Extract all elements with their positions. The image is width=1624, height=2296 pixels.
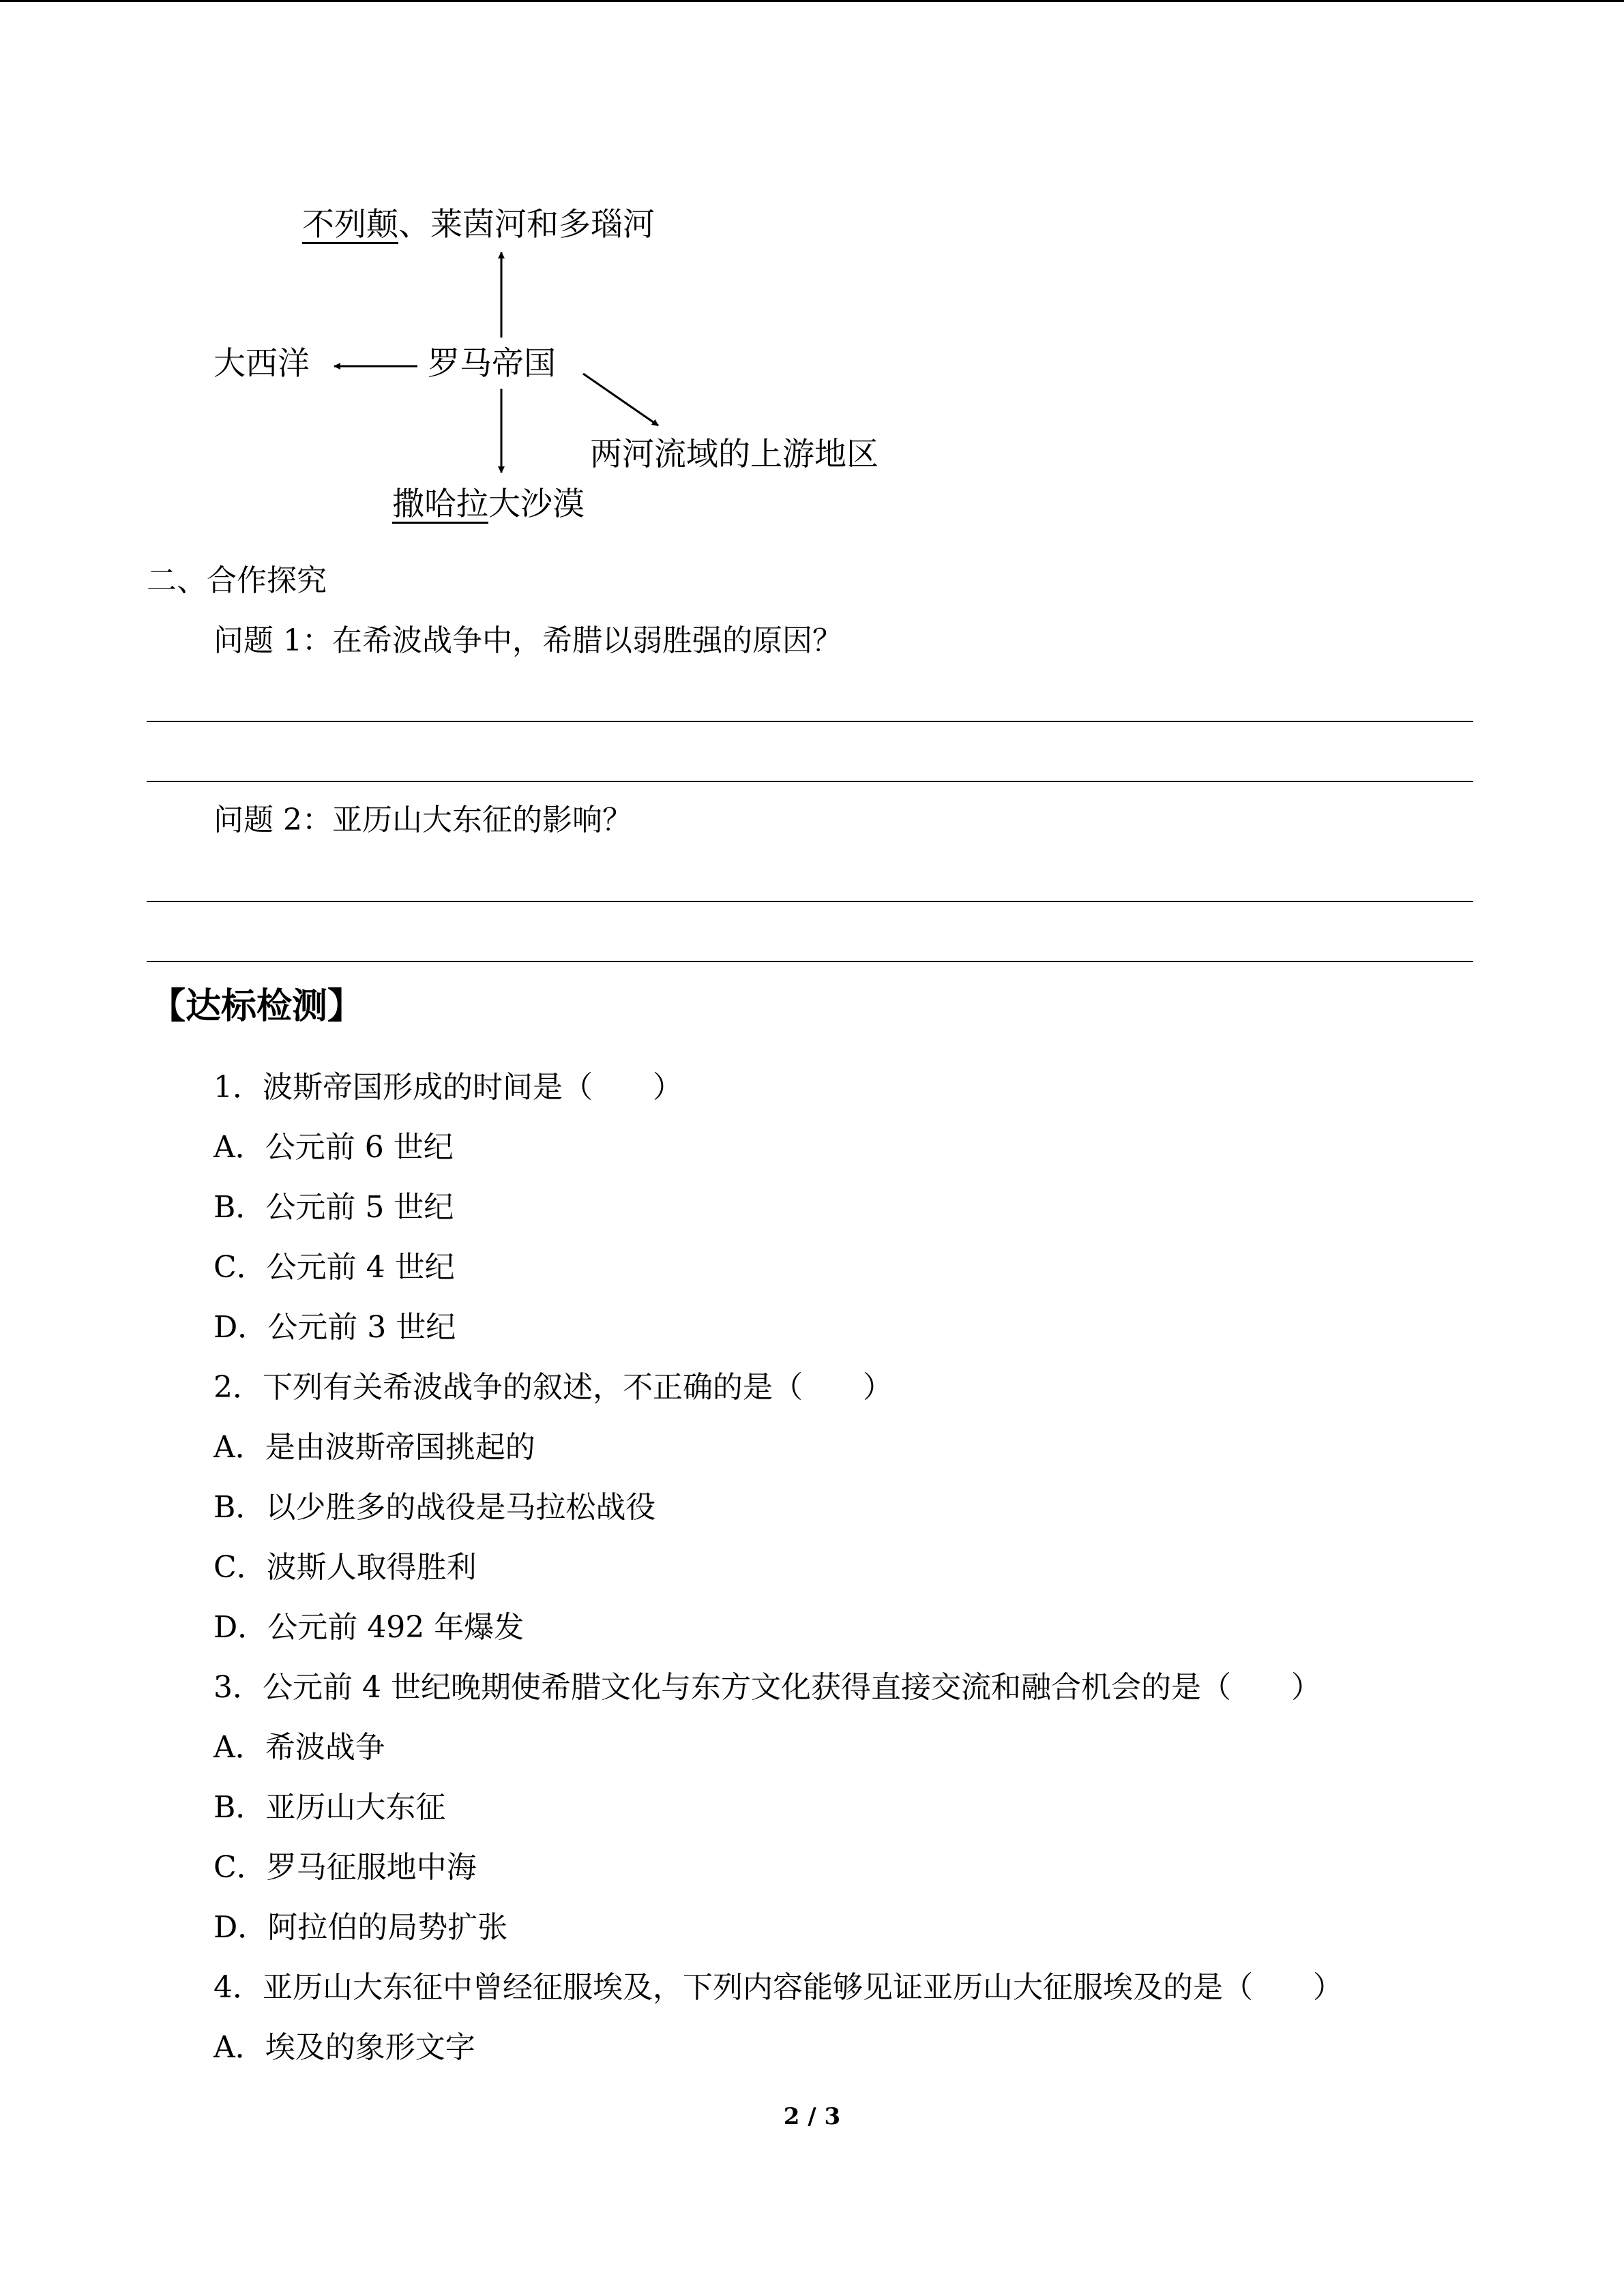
- question-stem: 3．公元前 4 世纪晚期使希腊文化与东方文化获得直接交流和融合机会的是（ ）: [213, 1670, 1321, 1705]
- arrow-southeast: [583, 374, 658, 426]
- test-heading: 【达标检测】: [150, 985, 364, 1027]
- question-stem: 1．波斯帝国形成的时间是（ ）: [213, 1070, 683, 1105]
- option-d: D．公元前 492 年爆发: [213, 1610, 525, 1645]
- answer-line: [147, 901, 1473, 902]
- diagram-west-label: 大西洋: [213, 345, 310, 383]
- option-b: B．亚历山大东征: [213, 1790, 446, 1825]
- south-underlined-text: 撒哈拉: [392, 486, 488, 523]
- option-a: A．埃及的象形文字: [213, 2030, 475, 2065]
- question-stem: 2．下列有关希波战争的叙述，不正确的是（ ）: [213, 1370, 893, 1405]
- answer-line: [147, 721, 1473, 722]
- option-a: A．公元前 6 世纪: [213, 1130, 454, 1165]
- option-c: C．罗马征服地中海: [213, 1850, 477, 1885]
- answer-line: [147, 781, 1473, 782]
- option-a: A．是由波斯帝国挑起的: [213, 1430, 535, 1465]
- question-stem: 4．亚历山大东征中曾经征服埃及，下列内容能够见证亚历山大征服埃及的是（ ）: [213, 1970, 1343, 2005]
- answer-line: [147, 961, 1473, 962]
- diagram-southeast-label: 两河流域的上游地区: [590, 436, 879, 473]
- option-a: A．希波战争: [213, 1730, 385, 1765]
- option-b: B．公元前 5 世纪: [213, 1190, 454, 1225]
- option-d: D．阿拉伯的局势扩张: [213, 1910, 508, 1945]
- option-d: D．公元前 3 世纪: [213, 1310, 456, 1345]
- question-1: 问题 1：在希波战争中，希腊以弱胜强的原因？: [213, 623, 842, 658]
- south-rest-text: 大沙漠: [488, 486, 585, 523]
- north-rest-text: 、莱茵河和多瑙河: [398, 206, 655, 243]
- north-underlined-text: 不列颠: [302, 206, 398, 243]
- page-number: 2 / 3: [783, 2103, 841, 2130]
- diagram-arrows: [0, 0, 1624, 614]
- question-2: 问题 2：亚历山大东征的影响？: [213, 803, 632, 837]
- option-c: C．公元前 4 世纪: [213, 1250, 455, 1285]
- option-c: C．波斯人取得胜利: [213, 1550, 477, 1585]
- option-b: B．以少胜多的战役是马拉松战役: [213, 1490, 656, 1525]
- cooperation-title: 二、合作探究: [147, 563, 327, 598]
- diagram-center-label: 罗马帝国: [428, 345, 556, 383]
